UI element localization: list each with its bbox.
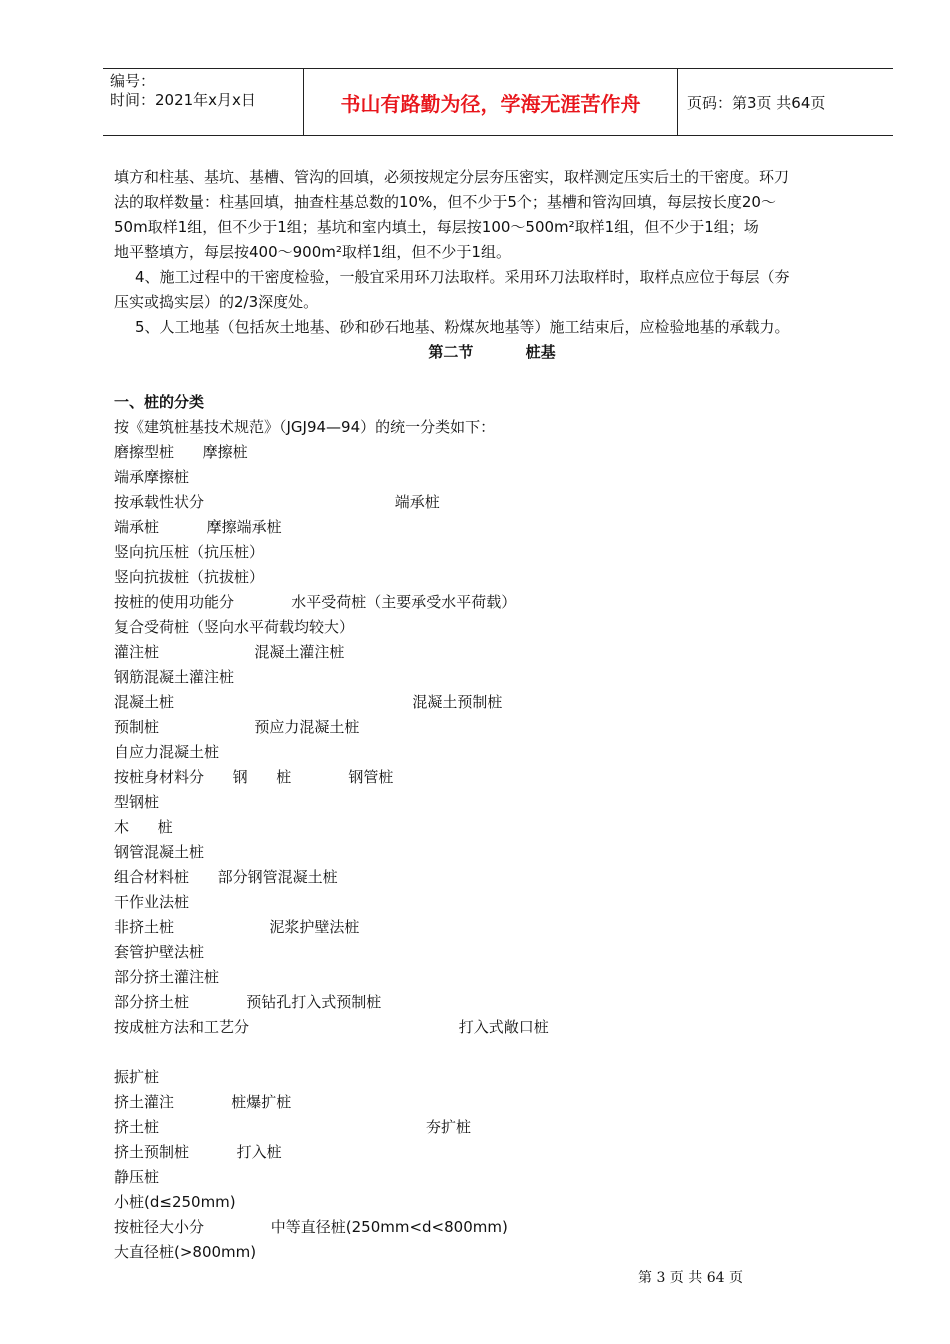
paragraph-line: 地平整填方，每层按400～900m²取样1组，但不少于1组。 [114, 243, 511, 261]
classification-line: 按桩身材料分 钢 桩 钢管桩 [114, 768, 394, 786]
classification-line: 挤土灌注 桩爆扩桩 [114, 1093, 292, 1111]
classification-line: 灌注桩 混凝土灌注桩 [114, 643, 345, 661]
classification-line: 大直径桩(>800mm) [114, 1243, 257, 1261]
page-footer: 第 3 页 共 64 页 [638, 1270, 743, 1286]
classification-line: 钢管混凝土桩 [114, 843, 205, 861]
classification-line: 钢筋混凝土灌注桩 [114, 668, 235, 686]
classification-line: 按成桩方法和工艺分 打入式敞口桩 [114, 1018, 549, 1036]
classification-line: 木 桩 [114, 818, 173, 836]
classification-list-continued [114, 1065, 870, 1265]
classification-line: 挤土预制桩 打入桩 [114, 1143, 282, 1161]
classification-line: 磨擦型桩 摩擦桩 [114, 443, 248, 461]
spacer [114, 1040, 870, 1065]
classification-line: 干作业法桩 [114, 893, 190, 911]
paragraph-line: 50m取样1组，但不少于1组；基坑和室内填土，每层按100～500m²取样1组，但不少于1组；场 [114, 218, 759, 236]
classification-line: 自应力混凝土桩 [114, 743, 220, 761]
classification-line: 非挤土桩 泥浆护壁法桩 [114, 918, 360, 936]
classification-line: 小桩(d≤250mm) [114, 1193, 236, 1211]
classification-line: 部分挤土桩 预钻孔打入式预制桩 [114, 993, 382, 1011]
time-label: 时间：2021年x月x日 [110, 91, 256, 109]
classification-line: 按桩的使用功能分 水平受荷桩（主要承受水平荷载） [114, 593, 517, 611]
subsection-title: 一、桩的分类 [114, 393, 205, 411]
paragraph-line: 填方和柱基、基坑、基槽、管沟的回填，必须按规定分层夯压密实，取样测定压实后土的干密度。环刀 [114, 168, 790, 186]
paragraph-line: 法的取样数量：柱基回填，抽查柱基总数的10%，但不少于5个；基槽和管沟回填，每层按长度20～ [114, 193, 776, 211]
spacer [114, 365, 870, 390]
paragraph-line: 压实或捣实层）的2/3深度处。 [114, 293, 319, 311]
intro-line: 按《建筑桩基技术规范》（JGJ94—94）的统一分类如下： [114, 418, 496, 436]
number-label: 编号： [110, 72, 156, 90]
classification-line: 型钢桩 [114, 793, 160, 811]
header-motto: 书山有路勤为径，学海无涯苦作舟 [340, 91, 641, 116]
classification-line: 混凝土桩 混凝土预制桩 [114, 693, 503, 711]
classification-line: 按桩径大小分 中等直径桩(250mm<d<800mm) [114, 1218, 508, 1236]
document-body [114, 165, 870, 1265]
paragraph-line: 4、施工过程中的干密度检验，一般宜采用环刀法取样。采用环刀法取样时，取样点应位于每层（夯 [135, 268, 790, 286]
classification-line: 端承摩擦桩 [114, 468, 190, 486]
classification-line: 复合受荷桩（竖向水平荷载均较大） [114, 618, 355, 636]
classification-list [114, 440, 870, 1040]
classification-line: 按承载性状分 端承桩 [114, 493, 440, 511]
header-meta [103, 69, 304, 135]
section-title: 第二节 桩基 [428, 343, 556, 361]
classification-line: 挤土桩 夯扩桩 [114, 1118, 472, 1136]
classification-line: 端承桩 摩擦端承桩 [114, 518, 282, 536]
header-page-info: 页码：第3页 共64页 [687, 93, 826, 112]
classification-line: 振扩桩 [114, 1068, 160, 1086]
classification-line: 竖向抗拔桩（抗拔桩） [114, 568, 265, 586]
classification-line: 静压桩 [114, 1168, 160, 1186]
classification-line: 竖向抗压桩（抗压桩） [114, 543, 265, 561]
classification-line: 预制桩 预应力混凝土桩 [114, 718, 360, 736]
page-header [103, 68, 893, 136]
classification-line: 套管护壁法桩 [114, 943, 205, 961]
header-motto-cell [304, 69, 678, 135]
classification-line: 组合材料桩 部分钢管混凝土桩 [114, 868, 338, 886]
classification-line: 部分挤土灌注桩 [114, 968, 220, 986]
paragraph-line: 5、人工地基（包括灰土地基、砂和砂石地基、粉煤灰地基等）施工结束后，应检验地基的承载力。 [135, 318, 790, 336]
